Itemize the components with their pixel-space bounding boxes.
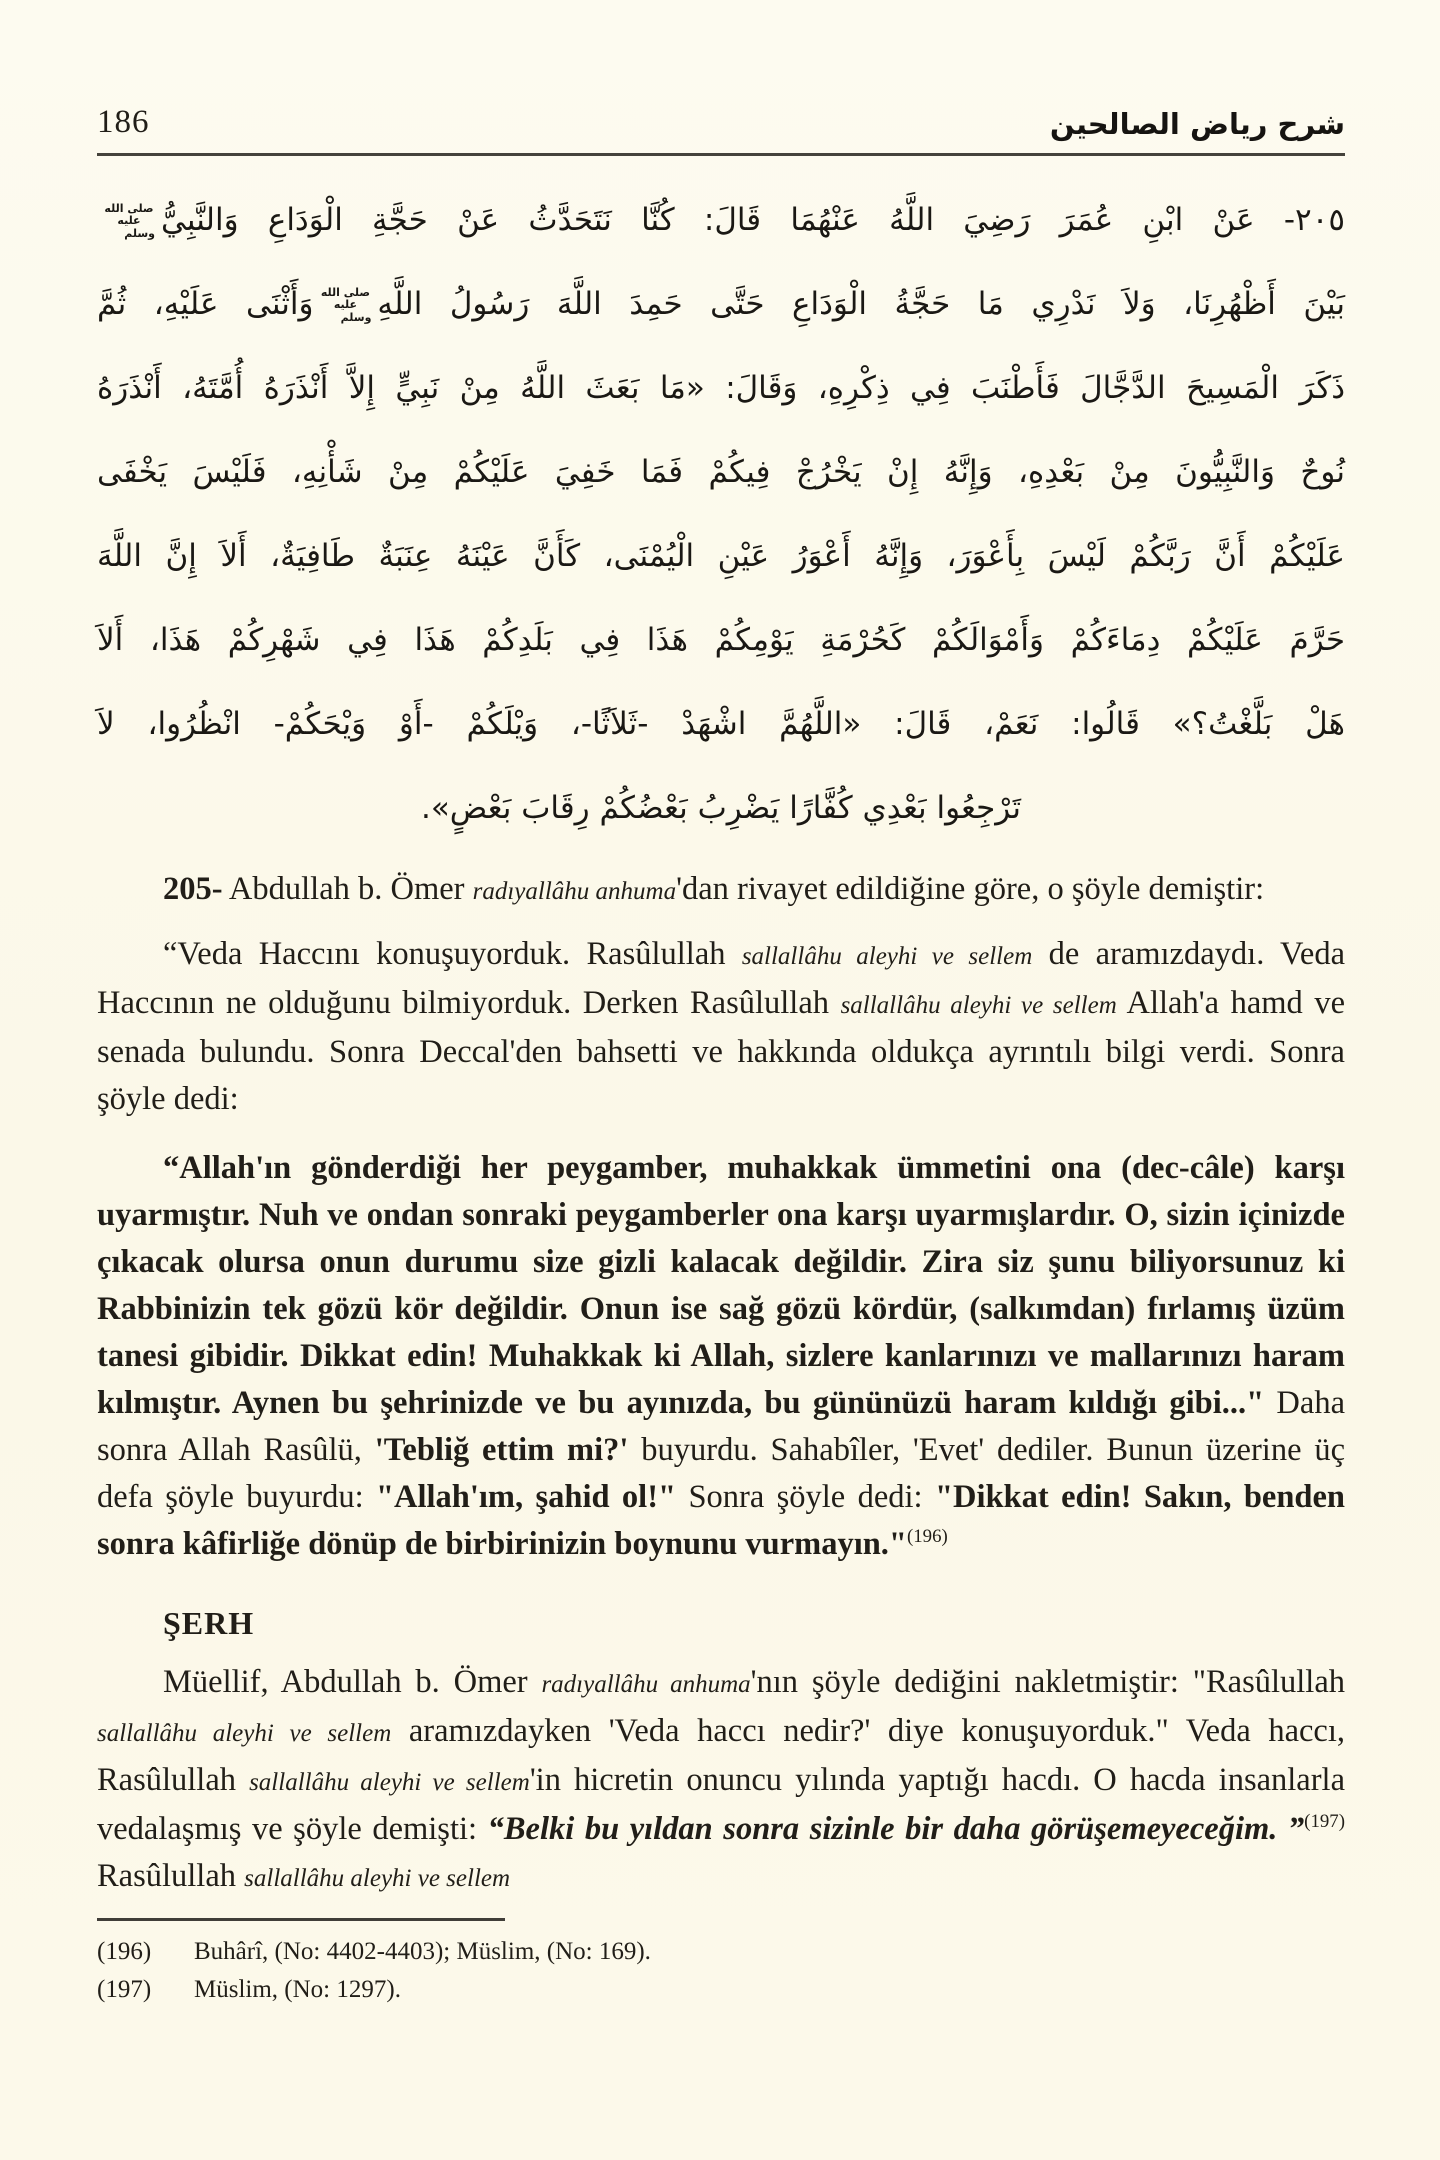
page-header xyxy=(97,104,1345,141)
hadith-quote-paragraph xyxy=(97,1145,1345,1568)
arabic-text: ٢٠٥- عَنْ ابْنِ عُمَرَ رَضِيَ اللَّهُ عَنْهُمَا قَالَ: كُنَّا نَتَحَدَّثُ عَنْ حَجَّةِ الْوَدَاعِ وَالنَّبِيُّ xyxy=(161,202,1345,238)
prophet-quote-text: “Belki bu yıldan sonra sizinle bir daha görüşemeyeceğim. ” xyxy=(487,1811,1305,1847)
body-text: buyurdu. Sahabîler, 'Evet' dediler. Bunun üzerine üç defa şöyle buyurdu: xyxy=(97,1432,1345,1515)
hadith-arabic-line: عَلَيْكُمْ أَنَّ رَبَّكُمْ لَيْسَ بِأَعْوَرَ، وَإِنَّهُ أَعْوَرُ عَيْنِ الْيُمْنَى، كَأَنَّ عَيْنَهُ عِنَبَةٌ طَافِيَةٌ، أَلاَ إِنَّ اللَّهَ xyxy=(97,538,1345,574)
hadith-quote-text: "Allah'ım, şahid ol!" xyxy=(375,1479,677,1515)
hadith-arabic-line: تَرْجِعُوا بَعْدِي كُفَّارًا يَضْرِبُ بَعْضُكُمْ رِقَابَ بَعْضٍ». xyxy=(420,790,1021,826)
header-divider xyxy=(97,153,1345,156)
hadith-arabic-line xyxy=(97,262,1345,346)
footnote-number: (196) xyxy=(97,1938,152,1965)
page-number: 186 xyxy=(97,104,150,140)
narrator-name: Abdullah b. Ömer xyxy=(222,871,473,907)
footnote-divider xyxy=(97,1918,505,1921)
arabic-text: بَيْنَ أَظْهُرِنَا، وَلاَ نَدْرِي مَا حَجَّةُ الْوَدَاعِ حَتَّى حَمِدَ اللَّهَ رَسُولُ اللَّهِ xyxy=(377,286,1345,322)
body-text: aramızdayken 'Veda haccı nedir?' diye konuşuyorduk." Veda haccı, Rasûlullah xyxy=(97,1713,1346,1798)
saw-calligraphy-icon: صلى الله عليه وسلم xyxy=(104,201,155,240)
footnote-item xyxy=(97,1971,1345,2009)
footnote-ref: (196) xyxy=(906,1526,948,1548)
body-text: 'dan rivayet edildiğine göre, o şöyle demiştir: xyxy=(676,871,1265,907)
book-title-arabic: شرح رياض الصالحين xyxy=(1049,107,1345,141)
hadith-arabic-line: ذَكَرَ الْمَسِيحَ الدَّجَّالَ فَأَطْنَبَ فِي ذِكْرِهِ، وَقَالَ: «مَا بَعَثَ اللَّهُ مِنْ نَبِيٍّ إِلاَّ أَنْذَرَهُ أُمَّتَهُ، أَنْذَرَهُ xyxy=(97,370,1345,406)
body-text: de aramızdaydı. Veda Haccının ne olduğunu bilmiyorduk. Derken Rasûlullah xyxy=(97,936,1346,1021)
footnote-ref: (197) xyxy=(1304,1811,1345,1833)
hadith-arabic-line: نُوحٌ وَالنَّبِيُّونَ مِنْ بَعْدِهِ، وَإِنَّهُ إِنْ يَخْرُجْ فِيكُمْ فَمَا خَفِيَ عَلَيْكُمْ مِنْ شَأْنِهِ، فَلَيْسَ يَخْفَى xyxy=(97,454,1345,490)
honorific-phrase: sallallâhu aleyhi ve sellem xyxy=(741,943,1033,970)
hadith-arabic-line xyxy=(97,178,1345,262)
footnote-number: (197) xyxy=(97,1976,152,2003)
footnotes-section xyxy=(97,1918,1345,2009)
translation-intro-paragraph xyxy=(97,866,1345,915)
honorific-phrase: radıyallâhu anhuma xyxy=(472,878,677,905)
footnote-item xyxy=(97,1933,1345,1971)
body-text: 'in hicretin onuncu yılında yaptığı hacdı. O hacda insanlarla vedalaşmış ve şöyle demişti: xyxy=(97,1762,1346,1847)
body-text: Daha sonra Allah Rasûlü, xyxy=(97,1385,1345,1468)
hadith-arabic-line: حَرَّمَ عَلَيْكُمْ دِمَاءَكُمْ وَأَمْوَالَكُمْ كَحُرْمَةِ يَوْمِكُمْ هَذَا فِي بَلَدِكُمْ هَذَا فِي شَهْرِكُمْ هَذَا، أَلاَ xyxy=(97,622,1345,658)
serh-heading: ŞERH xyxy=(163,1605,255,1641)
honorific-phrase: radıyallâhu anhuma xyxy=(541,1671,751,1698)
arabic-text: وَأَثْنَى عَلَيْهِ، ثُمَّ xyxy=(97,286,314,322)
serh-paragraph xyxy=(97,1659,1345,1902)
body-text: Allah'a hamd ve senada bulundu. Sonra Deccal'den bahsetti ve hakkında oldukça ayrıntılı bilgi verdi. Sonra şöyle dedi: xyxy=(97,985,1346,1117)
translation-narration-paragraph xyxy=(97,931,1345,1123)
body-text: Müellif, Abdullah b. Ömer xyxy=(163,1664,542,1700)
body-text: Sonra şöyle dedi: xyxy=(676,1479,935,1515)
hadith-quote-text: “Allah'ın gönderdiği her peygamber, muhakkak ümmetini ona (dec-câle) karşı uyarmıştır. Nuh ve ondan sonraki peygamberler ona karşı uyarmışlardır. O, sizin içinizde çıkacak olursa onun durumu size gizli kalacak değildir. Zira siz şunu biliyorsunuz ki Rabbinizin tek gözü kör değildir. Onun ise sağ gözü kördür, (salkımdan) fırlamış üzüm tanesi gibidir. Dikkat edin! Muhakkak ki Allah, sizlere kanlarınızı ve mallarınızı haram kılmıştır. Aynen bu şehrinizde ve bu ayınızda, bu gününüzü haram kıldığı gibi..." xyxy=(97,1150,1345,1421)
body-text: 'nın şöyle dediğini nakletmiştir: "Rasûlullah xyxy=(750,1664,1345,1700)
footnote-text: Müslim, (No: 1297). xyxy=(194,1976,401,2003)
body-text: “Veda Haccını konuşuyorduk. Rasûlullah xyxy=(163,936,742,972)
hadith-arabic-block xyxy=(97,178,1345,850)
hadith-quote-text: "Dikkat edin! Sakın, benden sonra kâfirliğe dönüp de birbirinizin boynunu vurmayın." xyxy=(97,1479,1345,1562)
saw-calligraphy-icon: صلى الله عليه وسلم xyxy=(320,285,372,324)
honorific-phrase: sallallâhu aleyhi ve sellem xyxy=(97,1720,392,1747)
footnote-text: Buhârî, (No: 4402-4403); Müslim, (No: 169). xyxy=(194,1938,651,1965)
honorific-phrase: sallallâhu aleyhi ve sellem xyxy=(840,992,1117,1019)
honorific-phrase: sallallâhu aleyhi ve sellem xyxy=(249,1769,530,1796)
hadith-number: 205- xyxy=(163,871,223,907)
honorific-phrase: sallallâhu aleyhi ve sellem xyxy=(244,1865,511,1892)
hadith-arabic-line: هَلْ بَلَّغْتُ؟» قَالُوا: نَعَمْ، قَالَ: «اللَّهُمَّ اشْهَدْ -ثَلاَثًا-، وَيْلَكُمْ -أَوْ وَيْحَكُمْ- انْظُرُوا، لاَ xyxy=(97,706,1345,742)
body-text: Rasûlullah xyxy=(97,1858,245,1894)
hadith-quote-text: 'Tebliğ ettim mi?' xyxy=(374,1432,629,1468)
